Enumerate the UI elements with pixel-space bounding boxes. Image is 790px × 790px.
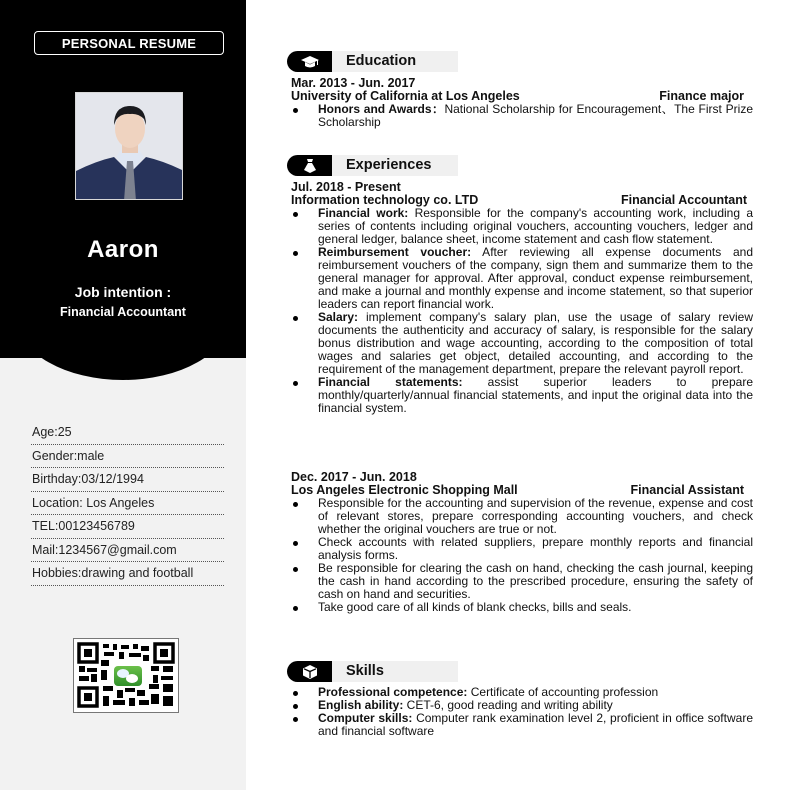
list-item: [291, 311, 753, 376]
sidebar: [0, 0, 246, 790]
info-birthday: Birthday:03/12/1994: [31, 468, 224, 492]
job-company: Information technology co. LTD: [291, 193, 479, 207]
profile-photo: [75, 92, 183, 200]
section-title: Education: [332, 51, 458, 72]
experience-entry-1: [291, 181, 753, 415]
education-major: Finance major: [659, 89, 744, 103]
education-school: University of California at Los Angeles: [291, 89, 520, 103]
education-period: Mar. 2013 - Jun. 2017: [291, 76, 416, 90]
list-item: Responsible for the accounting and supervision of the revenue, expense and cost of relevant stores, prepare corresponding accounting vouchers, and check whether the original vouchers are true or not.: [291, 497, 753, 536]
personal-resume-badge: PERSONAL RESUME: [34, 31, 224, 55]
job-intention-value: Financial Accountant: [60, 305, 186, 319]
bullet-text: assist superior leaders to prepare monthly/quarterly/annual financial statements, and input the original data into the financial system.: [318, 375, 753, 415]
list-item: [291, 103, 753, 129]
qr-code: [73, 638, 179, 713]
job-role: Financial Assistant: [630, 483, 744, 497]
section-title: Experiences: [332, 155, 458, 176]
bullet-label: Computer skills:: [318, 711, 413, 725]
person-portrait-icon: [76, 93, 183, 200]
section-header-experiences: [287, 155, 458, 176]
section-title: Skills: [332, 661, 458, 682]
bullet-label: English ability:: [318, 698, 404, 712]
section-header-skills: [287, 661, 458, 682]
info-gender: Gender:male: [31, 445, 224, 469]
section-icon-box: [287, 51, 332, 72]
list-item: [291, 376, 753, 415]
experience-entry-2: [291, 471, 753, 614]
bullet-text: After reviewing all expense documents and reimbursement vouchers of the company, sign them and summarize them to the general manager for approval. After approval, conduct expense reimbursement, and make a journal and monthly expense and income statement, so that superior leaders can report financial work.: [318, 245, 754, 311]
section-header-education: [287, 51, 458, 72]
sidebar-curve-decoration: [18, 320, 228, 380]
info-location: Location: Los Angeles: [31, 492, 224, 516]
info-age: Age:25: [31, 421, 224, 445]
wechat-logo-icon: [114, 666, 142, 686]
bullet-text: Certificate of accounting profession: [467, 685, 659, 699]
skills-entry: [291, 686, 753, 738]
skills-bullets: [291, 686, 753, 738]
bullet-label: Salary:: [318, 310, 359, 324]
job-bullets: [291, 207, 753, 415]
bullet-text: Responsible for the company's accounting work, including a series of contents including original vouchers, accounting vouchers, ledger and general ledger, balance sheet, income statement and cash flow statement.: [318, 206, 753, 246]
info-phone: TEL:00123456789: [31, 515, 224, 539]
bullet-text: Computer rank examination level 2, proficient in office software and financial software: [318, 711, 753, 738]
list-item: Take good care of all kinds of blank checks, bills and seals.: [291, 601, 753, 614]
candidate-name: Aaron: [87, 236, 159, 263]
list-item: Check accounts with related suppliers, prepare monthly reports and financial analysis forms.: [291, 536, 753, 562]
job-role: Financial Accountant: [621, 193, 747, 207]
list-item: [291, 246, 753, 311]
bullet-text: CET-6, good reading and writing ability: [403, 698, 613, 712]
cube-icon: [302, 664, 318, 680]
bullet-label: Financial work:: [318, 206, 409, 220]
bullet-label: Reimbursement voucher:: [318, 245, 472, 259]
list-item: Be responsible for clearing the cash on hand, checking the cash journal, keeping the cash in hand according to the prescribed procedure, ensuring the safety of cash on hand and securities.: [291, 562, 753, 601]
job-period: Jul. 2018 - Present: [291, 180, 401, 194]
education-bullets: [291, 103, 753, 129]
section-icon-box: [287, 661, 332, 682]
education-entry: [291, 77, 753, 129]
bullet-text: implement company's salary plan, use the usage of salary review documents the authenticity and accuracy of salary, is responsible for the salary bonus distribution and wage accounting, according to the composition of total wages and salaries get object, detailed accounting, and according to the requirement of the management department, prepare the relevant payroll report.: [318, 310, 753, 376]
list-item: [291, 207, 753, 246]
bullet-label: Professional competence:: [318, 685, 468, 699]
info-email: Mail:1234567@gmail.com: [31, 539, 224, 563]
bullet-text: National Scholarship for Encouragement、The First Prize Scholarship: [318, 102, 753, 129]
section-icon-box: [287, 155, 332, 176]
list-item: [291, 712, 753, 738]
job-intention-label: Job intention :: [74, 284, 172, 300]
necktie-icon: [303, 158, 317, 174]
job-bullets: [291, 497, 753, 614]
info-hobbies: Hobbies:drawing and football: [31, 562, 224, 586]
bullet-label: Honors and Awards：: [318, 102, 445, 116]
graduation-cap-icon: [300, 55, 320, 69]
job-company: Los Angeles Electronic Shopping Mall: [291, 483, 518, 497]
personal-info-list: [31, 421, 224, 586]
job-period: Dec. 2017 - Jun. 2018: [291, 470, 417, 484]
bullet-label: Financial statements:: [318, 375, 463, 389]
